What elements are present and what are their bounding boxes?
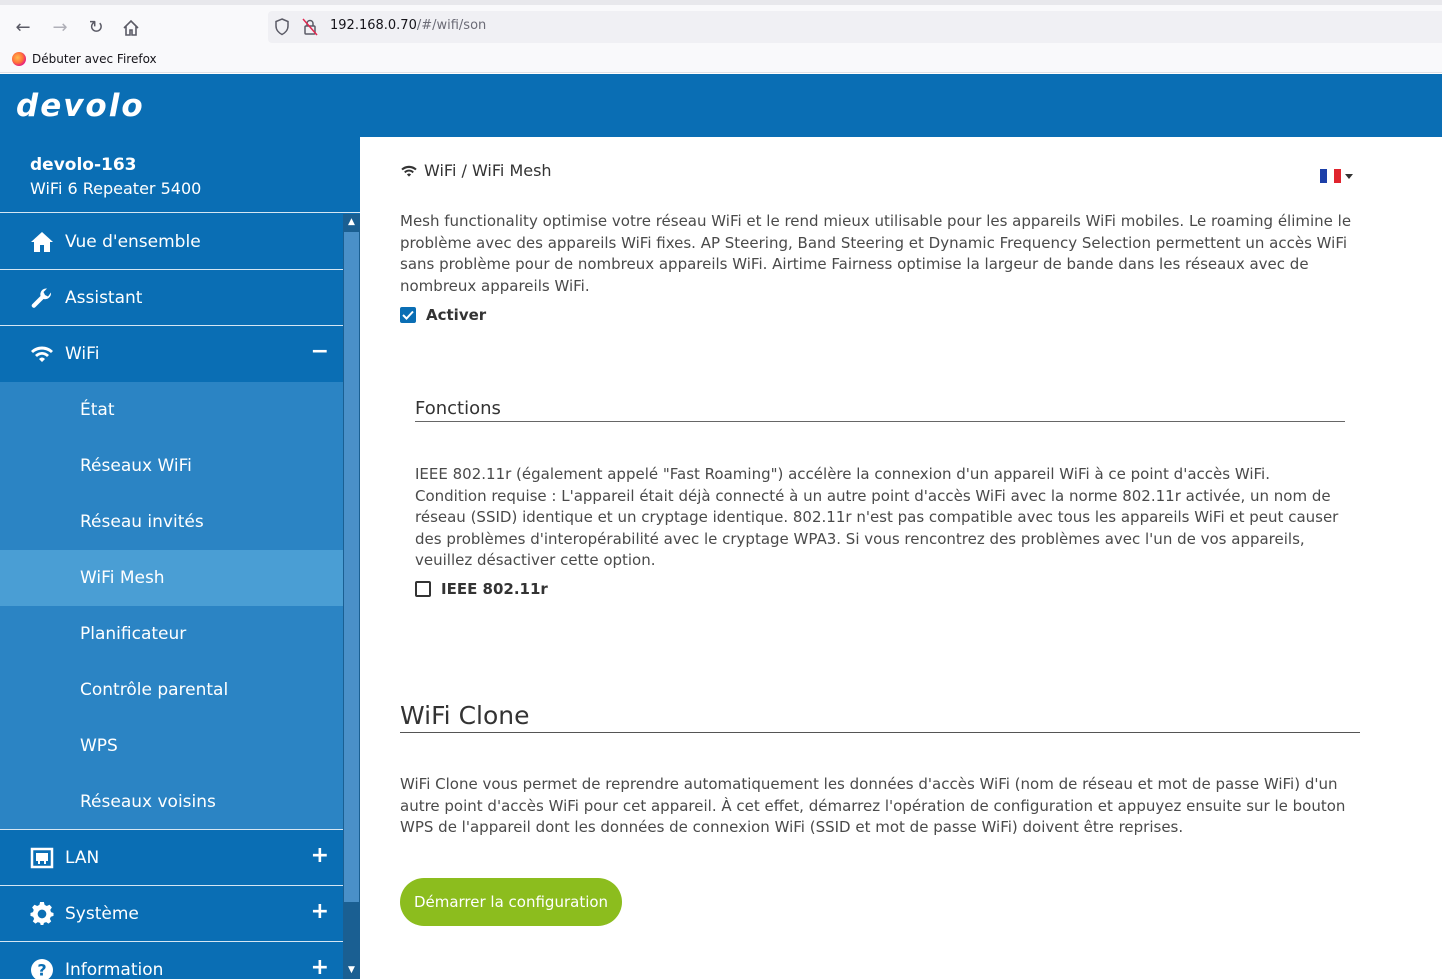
sidebar-subitem-guest-network[interactable] — [0, 494, 343, 550]
url-text[interactable] — [330, 18, 486, 33]
sidebar-subitem-scheduler[interactable] — [0, 606, 343, 662]
section-divider — [400, 732, 1360, 733]
sidebar-item-label: LAN — [65, 848, 100, 868]
home-icon — [30, 230, 54, 254]
sidebar-subitem-wps[interactable] — [0, 718, 343, 774]
sidebar-item-assistant[interactable] — [0, 270, 343, 326]
functions-section-title: Fonctions — [415, 398, 501, 419]
sidebar-item-wifi[interactable] — [0, 326, 343, 382]
sidebar-item-label: WiFi — [65, 344, 100, 364]
wrench-icon — [30, 286, 54, 310]
functions-description: IEEE 802.11r (également appelé "Fast Roaming") accélère la connexion d'un appareil WiFi à ce point d'accès WiFi. Condition requise : L'appareil était déjà connecté à un autre point d'accès WiFi avec la norme 802.11r activée, un nom de réseau (SSID) identique et un cryptage identique. 802.11r n'est pas compatible avec tous les appareils WiFi et peut causer des problèmes d'interopérabilité avec le cryptage WPA3. Si vous rencontrez des problèmes avec l'un de vos appareils, veuillez désactiver cette option. — [415, 465, 1339, 569]
sidebar-subitem-label: Planificateur — [80, 624, 187, 644]
sidebar-subitem-label: WPS — [80, 736, 118, 756]
sidebar-subitem-label: Contrôle parental — [80, 680, 229, 700]
help-icon — [30, 958, 54, 979]
french-flag-icon — [1320, 169, 1341, 183]
firefox-logo-icon — [12, 52, 26, 66]
bookmarks-bar — [0, 48, 1442, 73]
url-host: 192.168.0.70 — [330, 18, 417, 33]
mesh-description: Mesh functionality optimise votre réseau WiFi et le rend mieux utilisable pour les appareils WiFi mobiles. Le roaming élimine le problème avec des appareils WiFi fixes. AP Steering, Band Steering et Dynamic Frequency Selection permettent un accès WiFi sans problème pour de nombreux appareils WiFi. Airtime Fairness optimise la largeur de bande dans les réseaux avec de nombreux appareils WiFi. — [400, 212, 1352, 295]
device-model: WiFi 6 Repeater 5400 — [30, 179, 202, 198]
sidebar-item-label: Information — [65, 960, 164, 979]
activate-label: Activer — [426, 306, 487, 324]
expand-icon[interactable]: + — [310, 899, 329, 924]
sidebar-subitem-label: WiFi Mesh — [80, 568, 165, 588]
page-title: WiFi / WiFi Mesh — [424, 161, 552, 180]
svg-text:?: ? — [37, 960, 47, 979]
sidebar-subitem-parental-control[interactable] — [0, 662, 343, 718]
caret-down-icon — [1345, 174, 1353, 179]
sidebar-subitem-neighbor-networks[interactable] — [0, 774, 343, 830]
sidebar-subitem-wifi-networks[interactable] — [0, 438, 343, 494]
activate-checkbox-row[interactable] — [400, 306, 486, 324]
reload-icon[interactable]: ↻ — [88, 17, 104, 38]
scrollbar-thumb[interactable] — [344, 232, 359, 902]
forward-arrow-icon[interactable]: → — [52, 17, 68, 38]
nav-list — [0, 214, 343, 979]
gear-icon — [30, 902, 54, 926]
sidebar — [0, 137, 360, 979]
main-content — [360, 137, 1442, 979]
ieee-80211r-label: IEEE 802.11r — [441, 580, 548, 598]
back-arrow-icon[interactable]: ← — [15, 17, 31, 38]
bookmark-getting-started[interactable] — [12, 52, 157, 66]
collapse-icon[interactable]: − — [310, 339, 329, 364]
sidebar-subitem-label: Réseaux voisins — [80, 792, 216, 812]
sidebar-item-label: Assistant — [65, 288, 143, 308]
shield-icon[interactable] — [274, 18, 290, 36]
ieee-80211r-checkbox-row[interactable] — [415, 580, 548, 598]
start-configuration-button[interactable]: Démarrer la configuration — [400, 878, 622, 926]
sidebar-subitem-label: Réseau invités — [80, 512, 204, 532]
sidebar-item-overview[interactable] — [0, 214, 343, 270]
ieee-80211r-checkbox[interactable] — [415, 581, 431, 597]
scroll-down-arrow-icon[interactable]: ▼ — [348, 965, 355, 975]
url-path: /#/wifi/son — [416, 18, 487, 33]
home-page-icon[interactable] — [118, 15, 144, 41]
insecure-lock-icon[interactable] — [302, 18, 318, 36]
wifi-icon — [30, 342, 54, 366]
device-name: devolo-163 — [30, 155, 137, 175]
sidebar-subitem-wifi-mesh[interactable] — [0, 550, 343, 606]
sidebar-subitem-label: État — [80, 400, 115, 420]
checkmark-icon — [402, 310, 414, 320]
breadcrumb — [400, 161, 552, 180]
section-divider — [415, 421, 1345, 422]
bookmark-label: Débuter avec Firefox — [32, 52, 157, 66]
sidebar-item-system[interactable] — [0, 886, 343, 942]
sidebar-item-label: Vue d'ensemble — [65, 232, 201, 252]
wifi-icon — [400, 164, 418, 178]
lan-icon — [30, 846, 54, 870]
app-header — [0, 74, 1442, 137]
scroll-up-arrow-icon[interactable]: ▲ — [343, 214, 360, 231]
sidebar-item-lan[interactable] — [0, 830, 343, 886]
sidebar-scrollbar[interactable] — [343, 214, 360, 979]
expand-icon[interactable]: + — [310, 843, 329, 868]
expand-icon[interactable]: + — [310, 955, 329, 979]
devolo-logo[interactable]: devolo — [16, 88, 145, 124]
sidebar-subitem-label: Réseaux WiFi — [80, 456, 192, 476]
language-selector[interactable] — [1320, 169, 1353, 183]
device-info — [0, 137, 360, 213]
url-bar[interactable] — [268, 11, 1442, 43]
sidebar-item-label: Système — [65, 904, 139, 924]
sidebar-item-information[interactable] — [0, 942, 343, 979]
wifi-clone-description: WiFi Clone vous permet de reprendre automatiquement les données d'accès WiFi (nom de réseau et mot de passe WiFi) d'un autre point d'accès WiFi pour cet appareil. À cet effet, démarrez l'opération de configuration et appuyez ensuite sur le bouton WPS de l'appareil dont les données de connexion WiFi (SSID et mot de passe WiFi) doivent être reprises. — [400, 775, 1346, 836]
browser-toolbar — [0, 0, 1442, 48]
wifi-clone-title: WiFi Clone — [400, 701, 530, 730]
sidebar-subitem-etat[interactable] — [0, 382, 343, 438]
activate-checkbox[interactable] — [400, 307, 416, 323]
